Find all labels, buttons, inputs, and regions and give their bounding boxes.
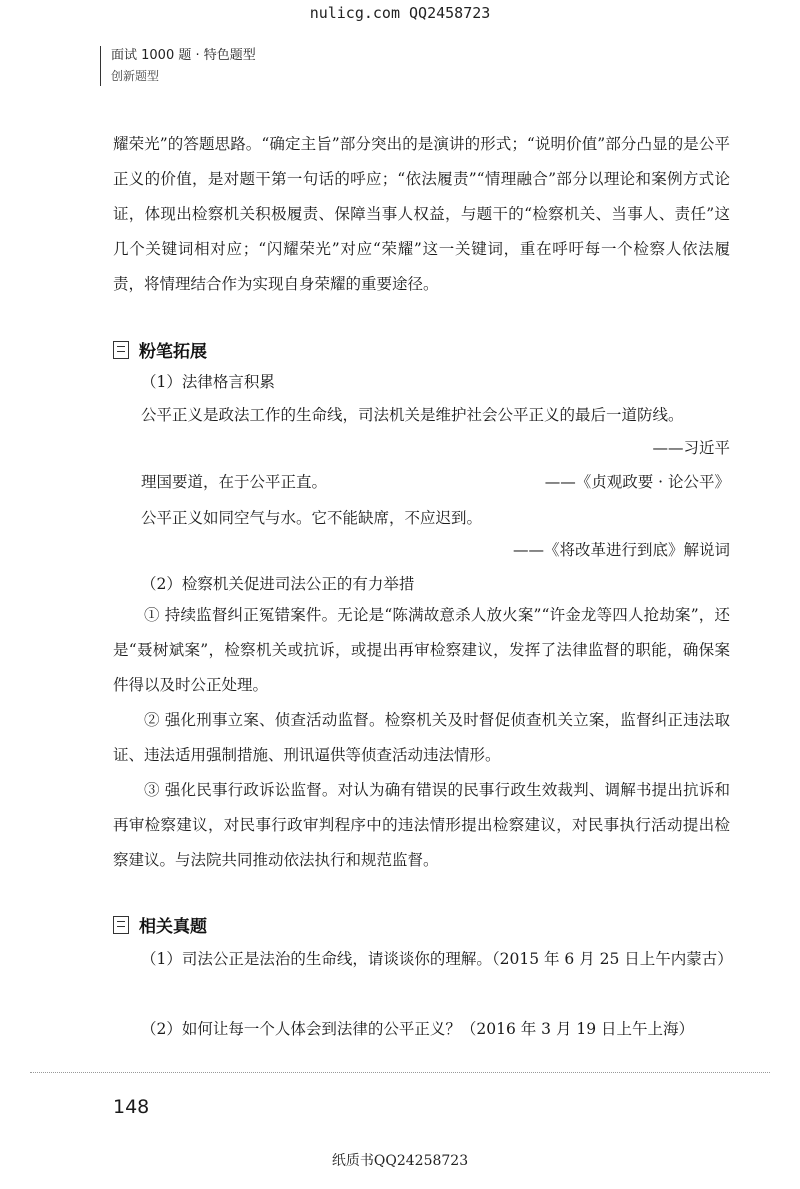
page-number: 148 bbox=[113, 1096, 150, 1118]
measure-item-1: ① 持续监督纠正冤错案件。无论是“陈满故意杀人放火案”“许金龙等四人抢劫案”，还是“聂树斌案”，检察机关或抗诉，或提出再审检察建议，发挥了法律监督的职能，确保案件得以及时公正处理。 bbox=[113, 606, 730, 694]
related-question-1: （1）司法公正是法治的生命线，请谈谈你的理解。（2015 年 6 月 25 日上午内蒙古） bbox=[141, 950, 733, 968]
quote-3: 公平正义如同空气与水。它不能缺席，不应迟到。 bbox=[141, 509, 483, 527]
footer-divider bbox=[30, 1072, 770, 1073]
quote-2-source: ——《贞观政要 · 论公平》 bbox=[544, 473, 730, 491]
subsection-title-measures: （2）检察机关促进司法公正的有力举措 bbox=[141, 575, 415, 593]
exam-icon bbox=[113, 916, 129, 934]
book-title: 面试 1000 题 · 特色题型 bbox=[111, 48, 256, 63]
section-title-related: 相关真题 bbox=[139, 917, 207, 937]
top-watermark: nulicg.com QQ2458723 bbox=[309, 4, 491, 22]
chapter-title: 创新题型 bbox=[111, 69, 160, 83]
note-icon bbox=[113, 341, 129, 359]
measure-item-3: ③ 强化民事行政诉讼监督。对认为确有错误的民事行政生效裁判、调解书提出抗诉和再审检察建议，对民事行政审判程序中的违法情形提出检察建议，对民事执行活动提出检察建议。与法院共同推动依法执行和规范监督。 bbox=[113, 781, 730, 869]
measure-item-2: ② 强化刑事立案、侦查活动监督。检察机关及时督促侦查机关立案，监督纠正违法取证、违法适用强制措施、刑讯逼供等侦查活动违法情形。 bbox=[113, 711, 730, 764]
section-heading-related bbox=[113, 912, 207, 937]
quote-1-source: ——习近平 bbox=[652, 439, 730, 457]
quote-1: 公平正义是政法工作的生命线，司法机关是维护社会公平正义的最后一道防线。 bbox=[141, 406, 684, 424]
intro-paragraph: 耀荣光”的答题思路。“确定主旨”部分突出的是演讲的形式；“说明价值”部分凸显的是公平正义的价值，是对题干第一句话的呼应；“依法履责”“情理融合”部分以理论和案例方式论证，体现出检察机关积极履责、保障当事人权益，与题干的“检察机关、当事人、责任”这几个关键词相对应；“闪耀荣光”对应“荣耀”这一关键词，重在呼吁每一个检察人依法履责，将情理结合作为实现自身荣耀的重要途径。 bbox=[113, 135, 730, 293]
bottom-watermark: 纸质书QQ24258723 bbox=[331, 1153, 469, 1169]
related-question-2: （2）如何让每一个人体会到法律的公平正义？（2016 年 3 月 19 日上午上海） bbox=[141, 1020, 695, 1038]
quote-2: 理国要道，在于公平正直。 bbox=[141, 473, 328, 491]
quote-3-source: ——《将改革进行到底》解说词 bbox=[512, 541, 730, 559]
section-heading-expand bbox=[113, 337, 207, 362]
running-head bbox=[100, 46, 256, 86]
section-title-expand: 粉笔拓展 bbox=[139, 342, 207, 362]
subsection-title-maxims: （1）法律格言积累 bbox=[141, 373, 275, 391]
